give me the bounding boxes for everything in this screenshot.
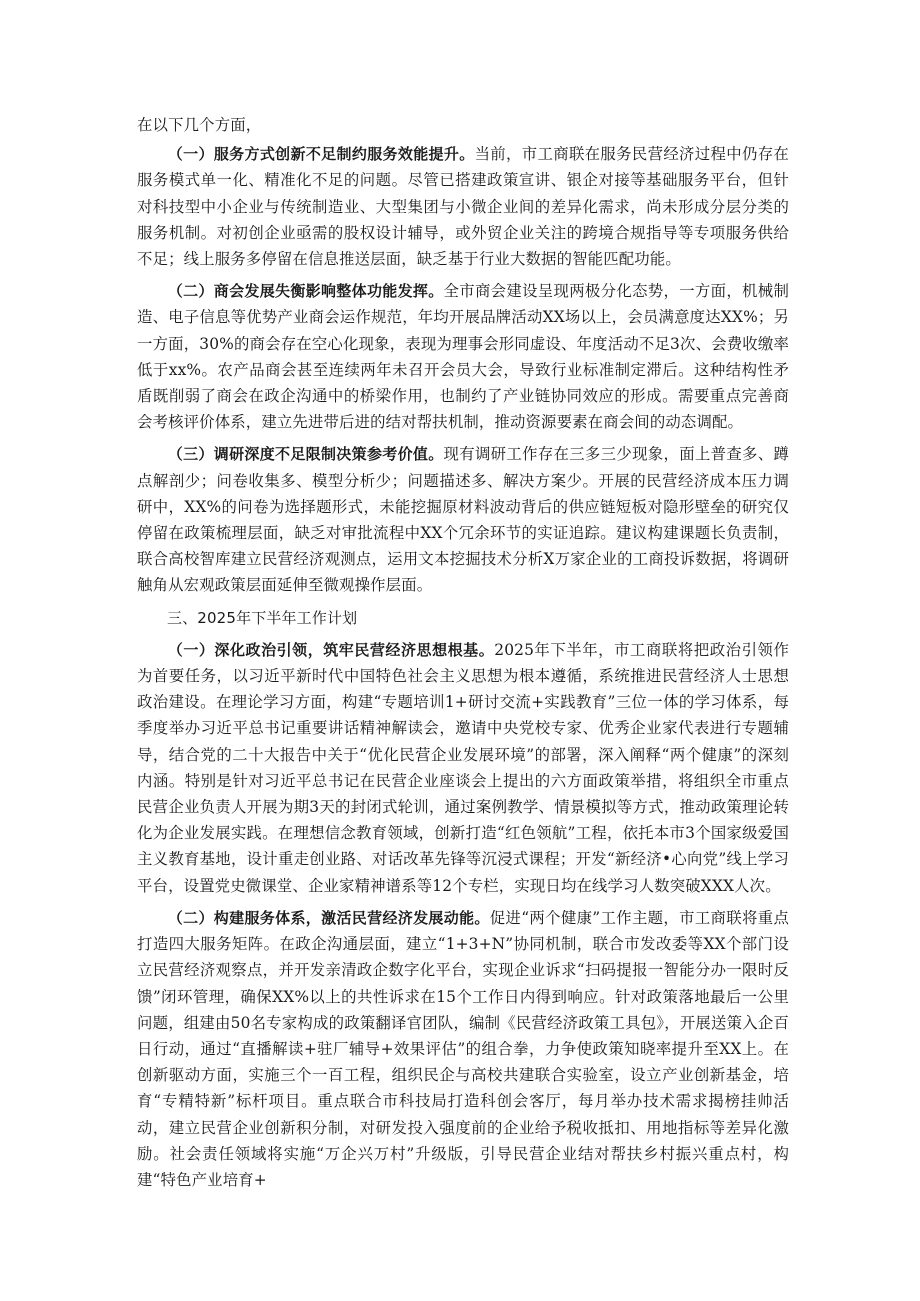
plan-paragraph-1: [137, 637, 789, 899]
plan-2-body: 促进“两个健康”工作主题，市工商联将重点打造四大服务矩阵。在政企沟通层面，建立“1+3+N”协同机制，联合市发改委等XX个部门设立民营经济观察点，并开发亲清政企数字化平台，实现企业诉求“扫码提报一智能分办一限时反馈”闭环管理，确保XX%以上的共性诉求在15个工作日内得到响应。针对政策落地最后一公里问题，组建由50名专家构成的政策翻译官团队，编制《民营经济政策工具包》，开展送策入企百日行动，通过“直播解读+驻厂辅导+效果评估”的组合拳，力争使政策知晓率提升至XX上。在创新驱动方面，实施三个一百工程，组织民企与高校共建联合实验室，设立产业创新基金，培育“专精特新”标杆项目。重点联合市科技局打造科创会客厅，每月举办技术需求揭榜挂帅活动，建立民营企业创新积分制，对研发投入强度前的企业给予税收抵扣、用地指标等差异化激励。社会责任领域将实施“万企兴万村”升级版，引导民营企业结对帮扶乡村振兴重点村，构建“特色产业培育+: [137, 908, 789, 1189]
problem-3-lead: （三）调研深度不足限制决策参考价值。: [167, 445, 444, 464]
plan-2-lead: （二）构建服务体系，激活民营经济发展动能。: [167, 908, 490, 927]
problem-paragraph-2: [137, 278, 789, 435]
problem-3-body: 现有调研工作存在三多三少现象，面上普查多、蹲点解剖少；问卷收集多、模型分析少；问题描述多、解决方案少。开展的民营经济成本压力调研中，XX%的问卷为选择题形式，未能挖掘原材料波动背后的供应链短板对隐形壁垒的研究仅停留在政策梳理层面，缺乏对审批流程中XX个冗余环节的实证追踪。建议构建课题长负责制，联合高校智库建立民营经济观测点，运用文本挖掘技术分析X万家企业的工商投诉数据，将调研触角从宏观政策层面延伸至微观操作层面。: [137, 445, 789, 595]
problem-1-body: 当前，市工商联在服务民营经济过程中仍存在服务模式单一化、精准化不足的问题。尽管已搭建政策宣讲、银企对接等基础服务平台，但针对科技型中小企业与传统制造业、大型集团与小微企业间的差异化需求，尚未形成分层分类的服务机制。对初创企业亟需的股权设计辅导，或外贸企业关注的跨境合规指导等专项服务供给不足；线上服务多停留在信息推送层面，缺乏基于行业大数据的智能匹配功能。: [137, 145, 789, 269]
problem-1-lead: （一）服务方式创新不足制约服务效能提升。: [167, 145, 475, 164]
problem-paragraph-3: [137, 441, 789, 598]
intro-line: 在以下几个方面，: [137, 116, 262, 134]
problem-2-body: 全市商会建设呈现两极分化态势，一方面，机械制造、电子信息等优势产业商会运作规范，年均开展品牌活动XX场以上，会员满意度达XX%；另一方面，30%的商会存在空心化现象，表现为理事会形同虚设、年度活动不足3次、会费收缴率低于xx%。农产品商会甚至连续两年未召开会员大会，导致行业标准制定滞后。这种结构性矛盾既削弱了商会在政企沟通中的桥梁作用，也制约了产业链协同效应的形成。需要重点完善商会考核评价体系，建立先进带后进的结对帮扶机制，推动资源要素在商会间的动态调配。: [137, 282, 789, 432]
plan-1-lead: （一）深化政治引领，筑牢民营经济思想根基。: [167, 640, 495, 659]
section-heading: 三、2025年下半年工作计划: [167, 608, 358, 627]
plan-1-body: 2025年下半年，市工商联将把政治引领作为首要任务，以习近平新时代中国特色社会主义思想为根本遵循，系统推进民营经济人士思想政治建设。在理论学习方面，构建“专题培训1+研讨交流+实践教育”三位一体的学习体系，每季度举办习近平总书记重要讲话精神解读会，邀请中央党校专家、优秀企业家代表进行专题辅导，结合党的二十大报告中关于“优化民营企业发展环境”的部署，深入阐释“两个健康”的深刻内涵。特别是针对习近平总书记在民营企业座谈会上提出的六方面政策举措，将组织全市重点民营企业负责人开展为期3天的封闭式轮训，通过案例教学、情景模拟等方式，推动政策理论转化为企业发展实践。在理想信念教育领域，创新打造“红色领航”工程，依托本市3个国家级爱国主义教育基地，设计重走创业路、对话改革先锋等沉浸式课程；开发“新经济•心向党”线上学习平台，设置党史微课堂、企业家精神谱系等12个专栏，实现日均在线学习人数突破XXX人次。: [137, 640, 789, 895]
problem-paragraph-1: [137, 141, 789, 272]
problem-2-lead: （二）商会发展失衡影响整体功能发挥。: [167, 282, 444, 301]
plan-paragraph-2: [137, 905, 789, 1193]
document-page: [137, 112, 789, 1193]
